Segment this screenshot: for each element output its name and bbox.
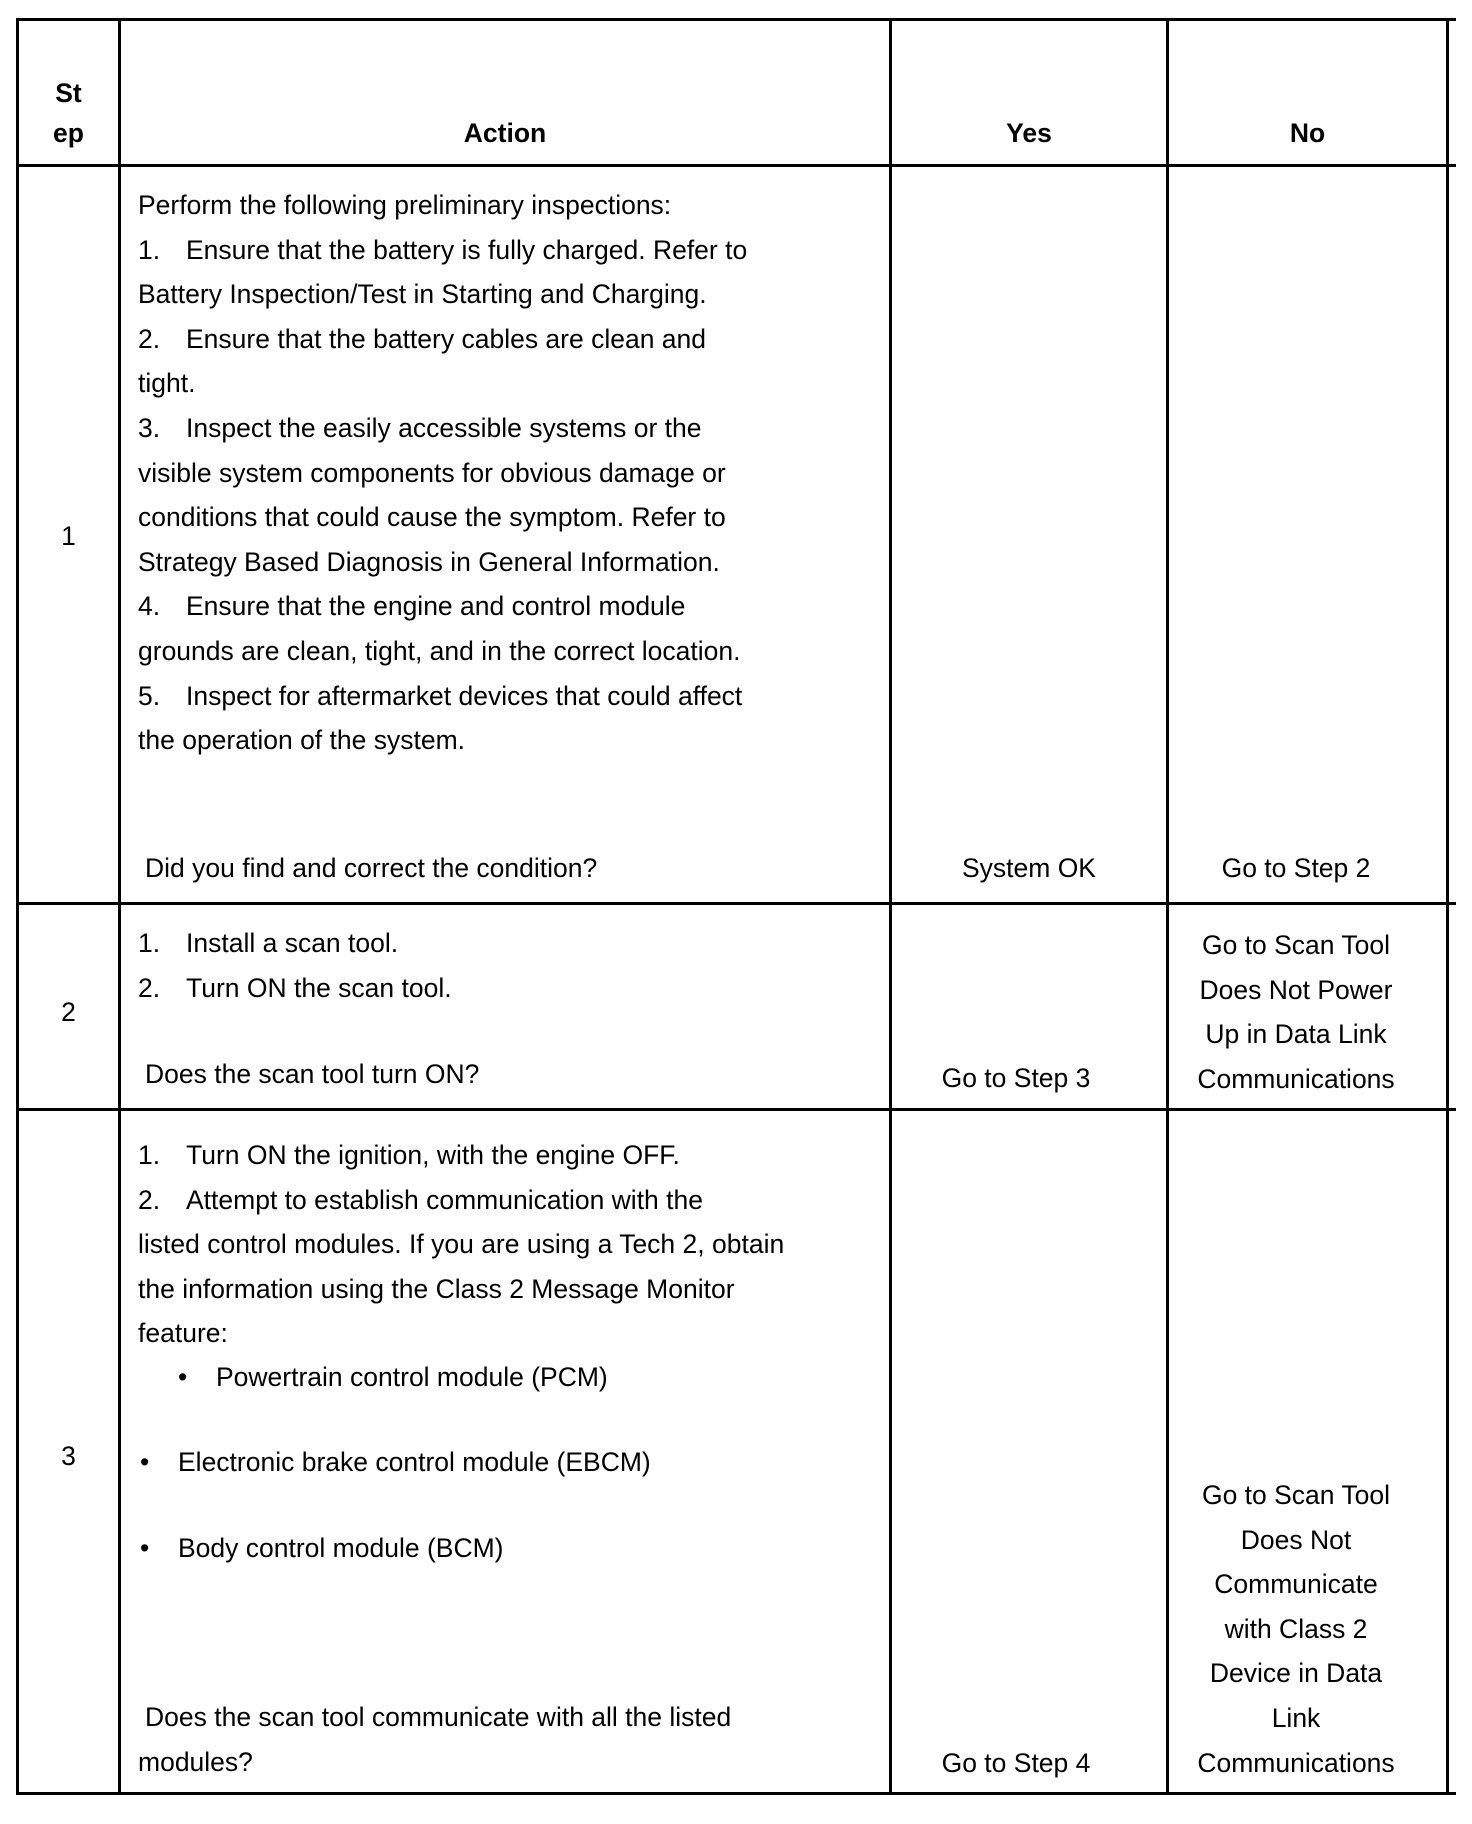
step-action-divider <box>118 18 121 1795</box>
no-result-line: Communications <box>1197 1747 1395 1778</box>
no-result <box>1169 923 1423 1101</box>
list-item-number: 4. <box>138 591 161 622</box>
list-item-continuation: visible system components for obvious damage or <box>138 457 726 488</box>
no-result-line: Link <box>1271 1702 1321 1733</box>
bullet-item <box>178 1355 608 1400</box>
no-result-line: Go to Scan Tool <box>1201 1480 1391 1510</box>
header-yes: Yes <box>1006 118 1052 148</box>
question-text <box>138 1695 731 1784</box>
action-cell <box>138 1133 784 1356</box>
list-item-continuation: the information using the Class 2 Message Monitor <box>138 1273 735 1304</box>
bullet-symbol: • <box>140 1533 150 1563</box>
table-border-bottom <box>16 1792 1456 1795</box>
action-intro: Perform the following preliminary inspections: <box>138 190 672 220</box>
no-result-line: Go to Scan Tool <box>1201 930 1391 960</box>
yes-result: Go to Step 3 <box>941 1063 1091 1093</box>
list-item-number: 1. <box>138 928 161 958</box>
no-result-line: Communicate <box>1214 1569 1378 1600</box>
step-number: 1 <box>61 521 76 551</box>
action-cell <box>138 921 452 1010</box>
list-item-number: 1. <box>138 1140 161 1170</box>
yes-result: Go to Step 4 <box>941 1748 1091 1778</box>
action-cell <box>138 183 747 763</box>
no-result-line: Does Not <box>1240 1524 1352 1555</box>
list-item-continuation: tight. <box>138 368 196 399</box>
list-item <box>138 1178 784 1223</box>
step-number: 3 <box>61 1441 76 1471</box>
list-item-text: Inspect the easily accessible systems or the <box>186 412 702 443</box>
list-item-text: Ensure that the engine and control module <box>186 591 686 622</box>
no-result-line: Up in Data Link <box>1205 1019 1387 1050</box>
header-step-line2: ep <box>53 118 84 148</box>
yes-result: System OK <box>961 853 1096 883</box>
no-result: Go to Step 2 <box>1221 853 1371 883</box>
header-step <box>19 73 118 153</box>
list-item <box>138 1133 784 1178</box>
no-result-line: Communications <box>1197 1063 1395 1094</box>
list-item-continuation: the operation of the system. <box>138 725 466 756</box>
bullet-item <box>140 1440 651 1485</box>
list-item-number: 1. <box>138 234 161 265</box>
list-item <box>138 674 747 719</box>
list-item-text: Ensure that the battery cables are clean and <box>186 323 707 354</box>
header-no: No <box>1289 118 1326 148</box>
header-step-line1: St <box>55 78 82 108</box>
no-result-line: Does Not Power <box>1199 974 1393 1005</box>
bullet-symbol: • <box>178 1362 188 1392</box>
list-item-continuation: grounds are clean, tight, and in the correct location. <box>138 635 741 666</box>
header-action: Action <box>463 118 547 148</box>
list-item-number: 3. <box>138 412 161 443</box>
list-item-text: Turn ON the scan tool. <box>186 972 452 1003</box>
list-item-text: Install a scan tool. <box>186 928 399 958</box>
question-line: Does the scan tool communicate with all the listed <box>145 1702 732 1732</box>
no-result-line: Device in Data <box>1209 1658 1383 1689</box>
step-number: 2 <box>61 997 76 1027</box>
list-item-continuation: Battery Inspection/Test in Starting and Charging. <box>138 279 707 310</box>
list-item-continuation: Strategy Based Diagnosis in General Information. <box>138 546 720 577</box>
row-divider-2 <box>16 1108 1456 1111</box>
list-item-continuation: conditions that could cause the symptom. Refer to <box>138 502 726 533</box>
question-text: Does the scan tool turn ON? <box>145 1059 480 1089</box>
bullet-item <box>140 1526 503 1571</box>
list-item-number: 5. <box>138 680 161 711</box>
list-item-continuation: listed control modules. If you are using a Tech 2, obtain <box>138 1229 785 1260</box>
bullet-symbol: • <box>140 1447 150 1477</box>
table-border-left <box>16 18 19 1795</box>
list-item-number: 2. <box>138 323 161 354</box>
list-item <box>138 966 452 1011</box>
list-item-text: Attempt to establish communication with the <box>186 1184 703 1215</box>
bullet-text: Powertrain control module (PCM) <box>216 1362 608 1392</box>
list-item <box>138 406 747 451</box>
table-border-right <box>1446 18 1449 1795</box>
list-item <box>138 921 452 966</box>
no-result-line: with Class 2 <box>1224 1613 1368 1644</box>
bullet-text: Body control module (BCM) <box>178 1533 504 1563</box>
question-text: Did you find and correct the condition? <box>145 853 598 883</box>
list-item-number: 2. <box>138 972 161 1003</box>
table-border-top <box>16 18 1456 21</box>
list-item-text: Turn ON the ignition, with the engine OFF. <box>186 1140 680 1170</box>
bullet-text: Electronic brake control module (EBCM) <box>178 1447 651 1477</box>
list-item-continuation: feature: <box>138 1318 228 1349</box>
list-item-number: 2. <box>138 1184 161 1215</box>
question-line: modules? <box>138 1746 253 1777</box>
action-yes-divider <box>889 18 892 1795</box>
list-item <box>138 584 747 629</box>
list-item-text: Inspect for aftermarket devices that could affect <box>186 680 743 711</box>
header-divider <box>16 164 1456 167</box>
list-item <box>138 317 747 362</box>
no-result <box>1169 1473 1423 1785</box>
list-item <box>138 228 747 273</box>
list-item-text: Ensure that the battery is fully charged. Refer to <box>186 234 748 265</box>
row-divider-1 <box>16 902 1456 905</box>
